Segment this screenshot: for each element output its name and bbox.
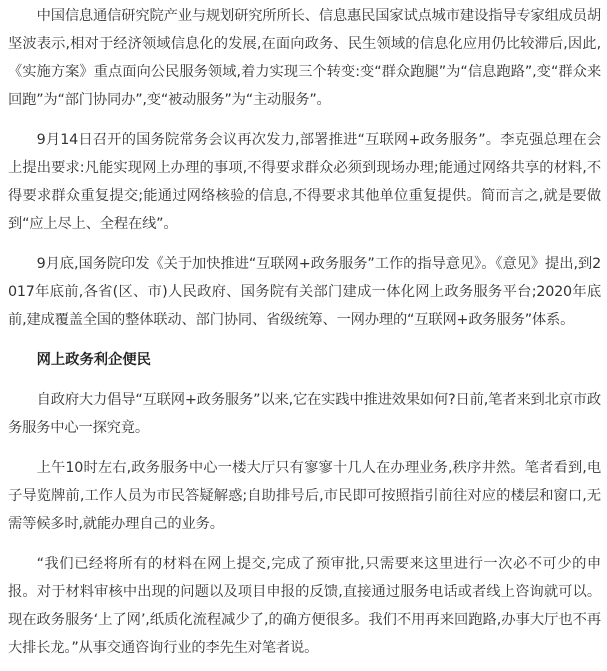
article-body	[0, 2, 607, 662]
paragraph: 中国信息通信研究院产业与规划研究所所长、信息惠民国家试点城市建设指导专家组成员胡坚波表示,相对于经济领域信息化的发展,在面向政务、民生领域的信息化应用仍比较滞后,因此,《实施方案》重点面向公民服务领域,着力实现三个转变:变“群众跑腿”为“信息跑路”,变“群众来回跑”为“部门协同办”,变“被动服务”为“主动服务”。	[8, 8, 601, 108]
paragraph: 9月14日召开的国务院常务会议再次发力,部署推进“互联网+政务服务”。李克强总理在会上提出要求:凡能实现网上办理的事项,不得要求群众必须到现场办理;能通过网络共享的材料,不得要求群众重复提交;能通过网络核验的信息,不得要求其他单位重复提供。简而言之,就是要做到“应上尽上、全程在线”。	[8, 132, 601, 232]
paragraph: “我们已经将所有的材料在网上提交,完成了预审批,只需要来这里进行一次必不可少的申报。对于材料审核中出现的问题以及项目申报的反馈,直接通过服务电话或者线上咨询就可以。现在政务服务‘上了网’,纸质化流程减少了,的确方便很多。我们不用再来回跑路,办事大厅也不再大排长龙。”从事交通咨询行业的李先生对笔者说。	[8, 556, 601, 656]
section-heading: 网上政务利企便民	[36, 352, 151, 368]
paragraph: 9月底,国务院印发《关于加快推进“互联网+政务服务”工作的指导意见》。《意见》提出,到2017年底前,各省(区、市)人民政府、国务院有关部门建成一体化网上政务服务平台;2020年底前,建成覆盖全国的整体联动、部门协同、省级统筹、一网办理的“互联网+政务服务”体系。	[8, 256, 601, 328]
paragraph: 自政府大力倡导“互联网+政务服务”以来,它在实践中推进效果如何?日前,笔者来到北京市政务服务中心一探究竟。	[8, 392, 601, 436]
paragraph: 上午10时左右,政务服务中心一楼大厅只有寥寥十几人在办理业务,秩序井然。笔者看到,电子导览牌前,工作人员为市民答疑解惑;自助排号后,市民即可按照指引前往对应的楼层和窗口,无需等候多时,就能办理自己的业务。	[8, 460, 601, 532]
